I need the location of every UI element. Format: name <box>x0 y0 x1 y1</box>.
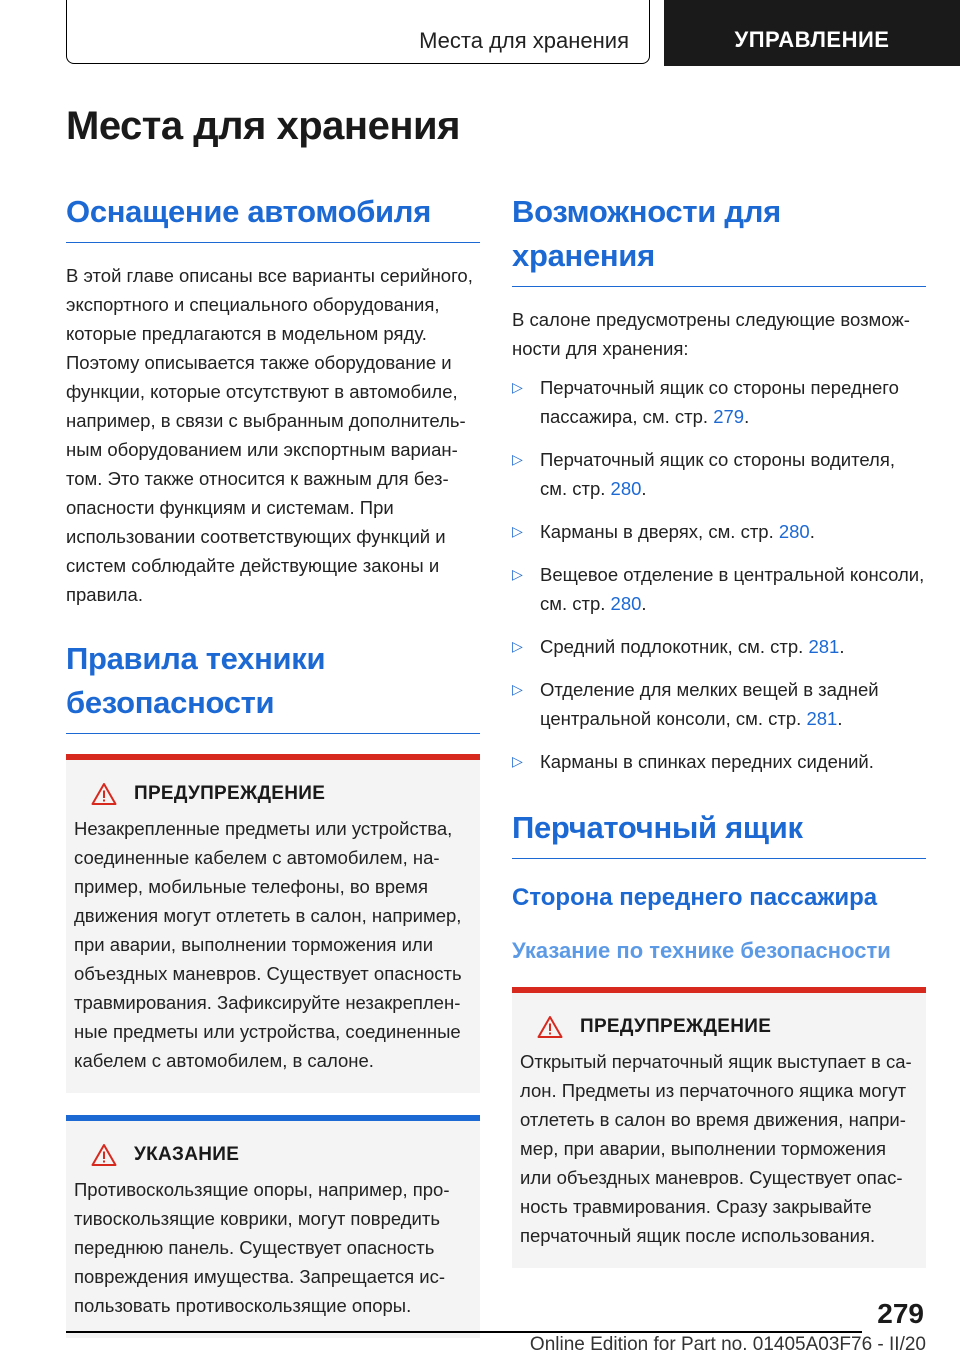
list-item: ▷ Перчаточный ящик со стороны водителя, см. стр. 280. <box>512 445 926 503</box>
list-item: ▷ Отделение для мелких вещей в задней центральной консоли, см. стр. 281. <box>512 675 926 733</box>
page-link[interactable]: 281 <box>808 636 840 657</box>
right-column <box>512 190 926 1290</box>
list-item: ▷ Средний подлокотник, см. стр. 281. <box>512 632 926 661</box>
notice-box <box>66 1115 480 1338</box>
triangle-bullet-icon: ▷ <box>512 638 523 654</box>
section-heading-glovebox: Перчаточный ящик <box>512 806 926 859</box>
triangle-bullet-icon: ▷ <box>512 523 523 539</box>
list-item: ▷ Перчаточный ящик со стороны переднего пассажира, см. стр. 279. <box>512 373 926 431</box>
page-header <box>0 0 960 66</box>
notice-title: УКАЗАНИЕ <box>134 1144 240 1165</box>
triangle-bullet-icon: ▷ <box>512 566 523 582</box>
left-column <box>66 190 480 1360</box>
warning-text: Незакрепленные предметы или устройства, соединенные кабелем с автомобилем, например, мобильные телефоны, во время движения могут отлететь в салон, например, при аварии, выполнении торможения или объездных маневров. Существует опасность травмирования. Зафиксируйте незакрепленные предметы или устройства, соединенные кабелем с автомобилем, в салоне. <box>74 818 462 1071</box>
storage-intro: В салоне предусмотрены следующие возможности для хранения: <box>512 309 910 359</box>
list-item: ▷ Карманы в спинках передних сидений. <box>512 747 926 776</box>
subheading-safety-note: Указание по технике безопасности <box>512 938 891 963</box>
section-heading-safety: Правила техники безопасности <box>66 637 480 734</box>
warning-text: Открытый перчаточный ящик выступает в салон. Предметы из перчаточного ящика могут отлететь в салон во время движения, например, при аварии, выполнении торможения или объездных маневров. Существует опасность травмирования. Сразу закрывайте перчаточный ящик после использования. <box>520 1051 912 1246</box>
section-heading-storage: Возможности для хранения <box>512 190 926 287</box>
warning-header <box>74 780 472 808</box>
list-item: ▷ Вещевое отделение в центральной консоли, см. стр. 280. <box>512 560 926 618</box>
triangle-bullet-icon: ▷ <box>512 681 523 697</box>
triangle-bullet-icon: ▷ <box>512 451 523 467</box>
subheading-passenger-side: Сторона переднего пассажира <box>512 884 878 911</box>
page-link[interactable]: 281 <box>806 708 838 729</box>
section-heading-equipment: Оснащение автомобиля <box>66 190 480 243</box>
page-link[interactable]: 279 <box>713 406 745 427</box>
warning-box <box>66 754 480 1093</box>
list-item: ▷ Карманы в дверях, см. стр. 280. <box>512 517 926 546</box>
triangle-bullet-icon: ▷ <box>512 379 523 395</box>
warning-triangle-icon <box>74 780 134 808</box>
warning-header <box>520 1013 918 1041</box>
header-section-title: Места для хранения <box>419 28 629 53</box>
header-chapter-tab: УПРАВЛЕНИЕ <box>664 0 960 66</box>
notice-header <box>74 1141 472 1169</box>
page-link[interactable]: 280 <box>778 521 810 542</box>
page-link[interactable]: 280 <box>610 593 642 614</box>
warning-box <box>512 987 926 1268</box>
equipment-paragraph: В этой главе описаны все варианты серийного, экспортного и специального оборудования, которые предлагаются в модельном ряду. Поэтому описывается также оборудование и функции, которые отсутствуют в автомобиле, например, в связи с выбранным дополнительным оборудованием или экспортным вариантом. Это также относится к важным для безопасности функциям и системам. При использовании соответствующих функций и систем соблюдайте действующие законы и правила. <box>66 265 473 605</box>
warning-triangle-icon <box>74 1141 134 1169</box>
warning-title: ПРЕДУПРЕЖДЕНИЕ <box>134 783 326 804</box>
warning-triangle-icon <box>520 1013 580 1041</box>
header-section-box <box>66 0 650 64</box>
storage-list <box>512 373 926 776</box>
footer-edition: Online Edition for Part no. 01405A03F76 - II/20 <box>529 1334 926 1355</box>
triangle-bullet-icon: ▷ <box>512 753 523 769</box>
warning-title: ПРЕДУПРЕЖДЕНИЕ <box>580 1016 772 1037</box>
footer-divider <box>66 1331 862 1333</box>
page-title: Места для хранения <box>66 104 460 148</box>
page-link[interactable]: 280 <box>610 478 642 499</box>
page-number: 279 <box>877 1298 924 1329</box>
notice-text: Противоскользящие опоры, например, противоскользящие коврики, могут повредить переднюю панель. Существует опасность повреждения имущества. Запрещается использовать противоскользящие опоры. <box>74 1179 450 1316</box>
